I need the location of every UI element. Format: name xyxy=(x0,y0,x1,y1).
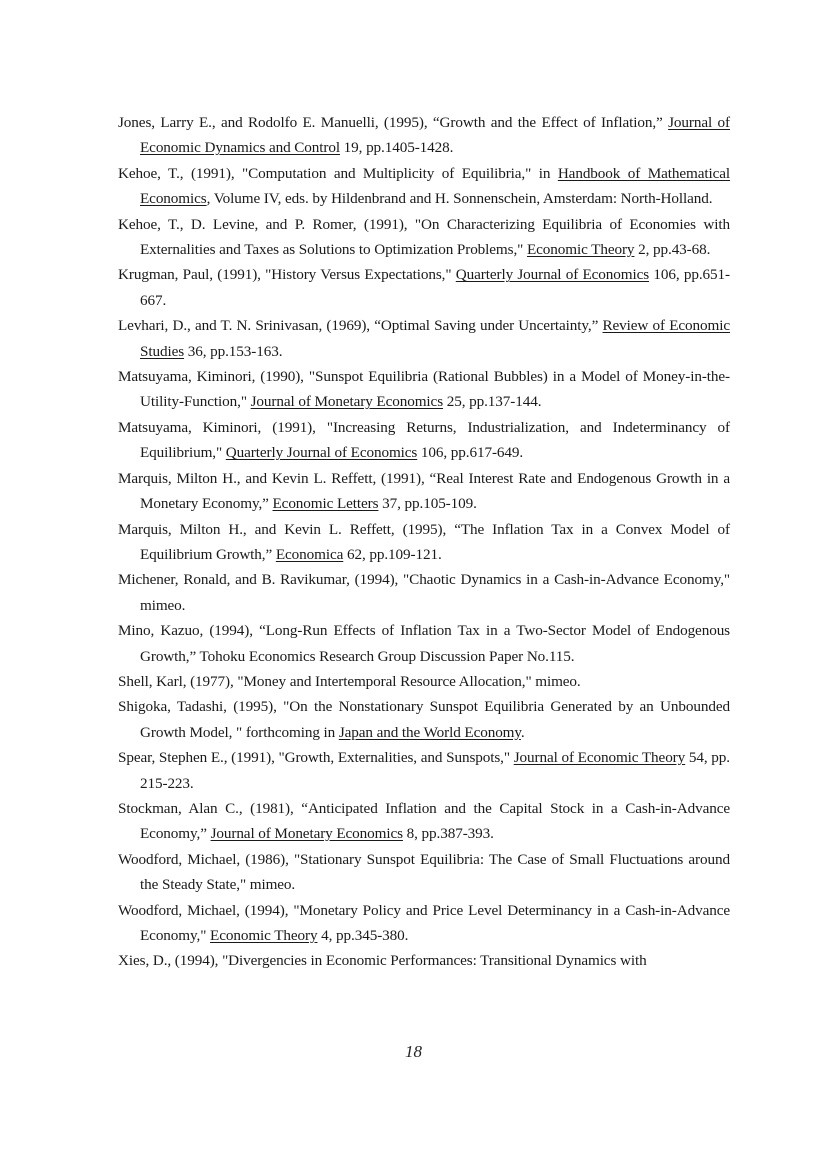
reference-entry: Woodford, Michael, (1986), "Stationary Sunspot Equilibria: The Case of Small Fluctuations around the Steady State," mimeo. xyxy=(118,850,730,894)
reference-entry: Xies, D., (1994), "Divergencies in Economic Performances: Transitional Dynamics with xyxy=(118,952,647,970)
reference-entry: Jones, Larry E., and Rodolfo E. Manuelli, (1995), “Growth and the Effect of Inflation,” Journal of Economic Dynamics and Control 19, pp.1405-1428. xyxy=(118,114,730,157)
reference-entry: Woodford, Michael, (1994), "Monetary Policy and Price Level Determinancy in a Cash-in-Advance Economy," Economic Theory 4, pp.345-380. xyxy=(118,901,730,944)
reference-entry: Mino, Kazuo, (1994), “Long-Run Effects of Inflation Tax in a Two-Sector Model of Endogenous Growth,” Tohoku Economics Research Group Discussion Paper No.115. xyxy=(118,622,730,665)
reference-entry: Matsuyama, Kiminori, (1991), "Increasing Returns, Industrialization, and Indeterminancy of Equilibrium," Quarterly Journal of Economics 106, pp.617-649. xyxy=(118,418,730,462)
reference-entry: Kehoe, T., (1991), "Computation and Multiplicity of Equilibria," in Handbook of Mathematical Economics, Volume IV, eds. by Hildenbrand and H. Sonnenschein, Amsterdam: North-Holland. xyxy=(118,164,730,208)
reference-entry: Stockman, Alan C., (1981), “Anticipated Inflation and the Capital Stock in a Cash-in-Advance Economy,” Journal of Monetary Economics 8, pp.387-393. xyxy=(118,799,730,843)
reference-entry: Shigoka, Tadashi, (1995), "On the Nonstationary Sunspot Equilibria Generated by an Unbounded Growth Model, " forthcoming in Japan and the World Economy. xyxy=(118,698,730,741)
reference-entry: Levhari, D., and T. N. Srinivasan, (1969), “Optimal Saving under Uncertainty,” Review of Economic Studies 36, pp.153-163. xyxy=(118,317,730,360)
reference-entry: Matsuyama, Kiminori, (1990), "Sunspot Equilibria (Rational Bubbles) in a Model of Money-in-the-Utility-Function," Journal of Monetary Economics 25, pp.137-144. xyxy=(118,368,730,411)
reference-entry: Krugman, Paul, (1991), "History Versus Expectations," Quarterly Journal of Economics 106, pp.651-667. xyxy=(118,266,730,309)
reference-entry: Michener, Ronald, and B. Ravikumar, (1994), "Chaotic Dynamics in a Cash-in-Advance Economy," mimeo. xyxy=(118,571,730,614)
reference-entry: Kehoe, T., D. Levine, and P. Romer, (1991), "On Characterizing Equilibria of Economies with Externalities and Taxes as Solutions to Optimization Problems," Economic Theory 2, pp.43-68. xyxy=(118,215,730,259)
reference-entry: Marquis, Milton H., and Kevin L. Reffett, (1991), “Real Interest Rate and Endogenous Growth in a Monetary Economy,” Economic Letters 37, pp.105-109. xyxy=(118,469,730,513)
reference-entry: Marquis, Milton H., and Kevin L. Reffett, (1995), “The Inflation Tax in a Convex Model of Equilibrium Growth,” Economica 62, pp.109-121. xyxy=(118,520,730,563)
reference-entry: Shell, Karl, (1977), "Money and Intertemporal Resource Allocation," mimeo. xyxy=(118,672,581,690)
reference-entry: Spear, Stephen E., (1991), "Growth, Externalities, and Sunspots," Journal of Economic Theory 54, pp. 215-223. xyxy=(118,749,730,792)
reference-list xyxy=(118,110,730,974)
page-number: 18 xyxy=(405,1042,422,1061)
